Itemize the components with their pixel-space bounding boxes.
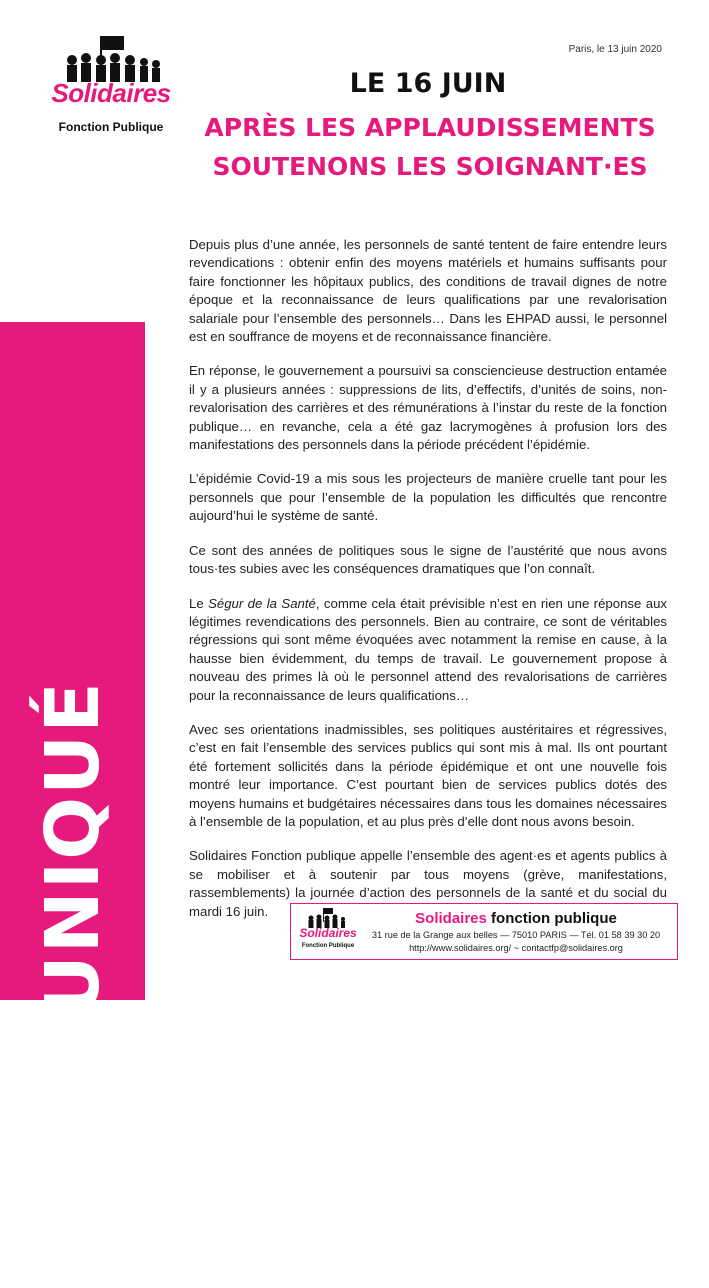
footer-logo-subtitle: Fonction Publique (301, 943, 355, 949)
solidaires-logo (44, 34, 184, 134)
paragraph-3: L’épidémie Covid-19 a mis sous les projecteurs de manière cruelle tant pour les personnels que pour l’ensemble de la population les difficultés que rencontre aujourd’hui le système de santé. (189, 471, 667, 524)
footer-contact-box (290, 903, 678, 960)
footer-protesters-icon (297, 908, 359, 928)
sidebar-communique-label: COMMUNIQUÉ (30, 680, 116, 1288)
footer-title-rest: fonction publique (491, 910, 617, 927)
segur-de-la-sante: Ségur de la Santé (208, 595, 316, 611)
footer-address: 31 rue de la Grange aux belles — 75010 PARIS — Tél. 01 58 39 30 20 (371, 930, 661, 940)
paragraph-4: Ce sont des années de politiques sous le signe de l’austérité que nous avons tous·tes subies avec les conséquences dramatiques que l’on connaît. (189, 542, 667, 577)
footer-title (361, 910, 671, 927)
title-line-3: SOUTENONS LES SOIGNANT·ES (212, 152, 648, 181)
logo-subtitle: Fonction Publique (58, 120, 164, 134)
paragraph-5-rest: , comme cela était prévisible n’est en rien une réponse aux légitimes revendications des personnels. Bien au contraire, ce sont de véritables régressions qui sont même évoquées avec notamment la remise en cause, à la hausse bien évidemment, du temps de travail. Le gouvernement propose à nouveau des primes là où le personnel attend des revalorisations de carrières pour la reconnaissance de leurs qualifications… (189, 595, 667, 703)
paragraph-1: Depuis plus d’une année, les personnels de santé tentent de faire entendre leurs revendications : obtenir enfin des moyens matériels et humains suffisants pour faire fonctionner les hôpitaux publics, des conditions de travail dignes de notre époque et la reconnaissance de leurs qualifications par une revalorisation salariale pour l’ensemble des personnels… Dans les EHPAD aussi, le personnel est en souffrance de moyens et de reconnaissance financière. (189, 237, 667, 345)
sidebar-band (0, 322, 145, 1288)
paragraph-5-start: Le (189, 595, 209, 611)
paragraph-7: Solidaires Fonction publique appelle l’ensemble des agent·es et agents publics à se mobiliser et à soutenir par tous moyens (grève, manifestations, rassemblements) la journée d’action des personnels de la santé et du social du mardi 16 juin. (189, 848, 667, 919)
paragraph-6: Avec ses orientations inadmissibles, ses politiques austéritaires et régressives, c’est en fait l’ensemble des services publics qui sont mis à mal. Ils ont pourtant été fortement sollicités dans la période épidémique et ont une nouvelle fois montré leur importance. C’est pourtant bien de services publics dotés des moyens humains et budgétaires nécessaires dans tous les domaines nécessaires à l’ensemble de la population, et au plus près d’elle dont nous avons besoin. (189, 721, 667, 829)
logo-brand: Solidaires (51, 78, 171, 108)
document-date: Paris, le 13 juin 2020 (568, 44, 662, 55)
paragraph-5 (189, 595, 667, 705)
article-body (189, 236, 667, 937)
paragraph-2: En réponse, le gouvernement a poursuivi sa consciencieuse destruction entamée il y a plusieurs années : suppressions de lits, d’effectifs, d’unités de soins, non-revalorisation des carrières et des rémunérations à l’instar du reste de la fonction publique… en revanche, cela a été gaz lacrymogènes à profusion lors des manifestations des personnels dans la période précédent l’épidémie. (189, 363, 667, 453)
title-line-2: APRÈS LES APPLAUDISSEMENTS (204, 113, 656, 142)
page-title: LE 16 JUIN (349, 68, 507, 99)
footer-logo-brand: Solidaires (299, 926, 357, 940)
footer-logo (297, 908, 359, 954)
footer-contact[interactable]: http://www.solidaires.org/ ~ contactfp@solidaires.org (409, 943, 623, 953)
footer-title-brand: Solidaires (415, 910, 487, 927)
